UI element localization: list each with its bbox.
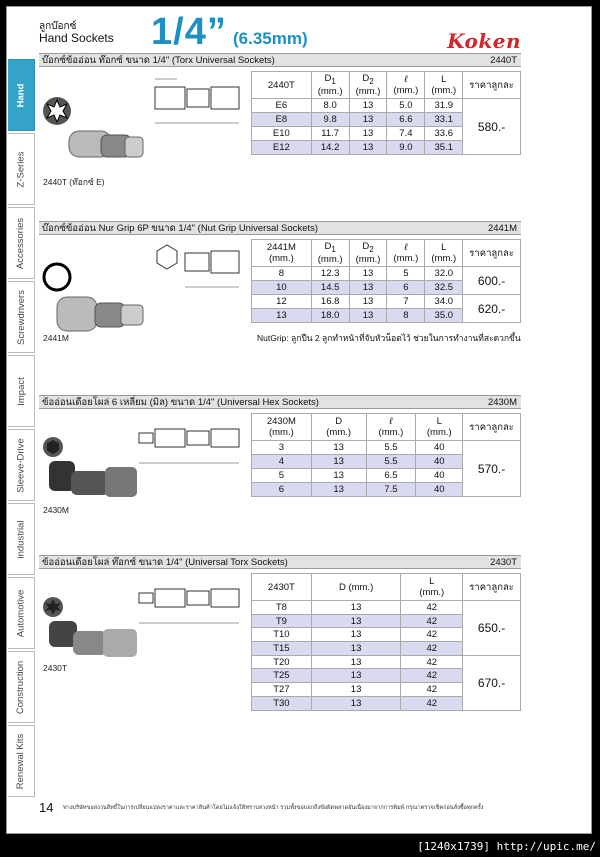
hex-socket-dimension-drawing (135, 415, 245, 475)
torx-universal-socket-image (39, 69, 149, 219)
product-caption: 2441M (43, 333, 69, 343)
price-cell: 570.- (463, 441, 521, 497)
koken-logo: Koken (447, 29, 521, 53)
spec-table: 2430T D (mm.) L (mm.) ราคาลูกละ T8 13 42 650.- T9 13 42 T10 13 42 T15 13 42 T20 13 42 670.- T25 13 42 T27 13 42 T30 13 42 (251, 573, 521, 711)
price-cell: 580.- (463, 99, 521, 155)
price-cell: 600.- (463, 267, 521, 295)
section-nut-grip-universal-sockets (39, 221, 521, 343)
spec-table: 2430M (mm.) D (mm.) ℓ (mm.) L (mm.) ราคาลูกละ 3 13 5.5 40 570.- 4 13 5.5 40 5 13 6.5 40 6 13 7.5 40 (251, 413, 521, 497)
tab-hand[interactable]: Hand (8, 59, 35, 131)
tab-accessories[interactable]: Accessories (8, 207, 35, 279)
section-title: ข้ออ่อนเดือยโผล่ 6 เหลี่ยม (มิล) ขนาด 1/4" (Universal Hex Sockets) 2430M (39, 395, 521, 409)
tab-sleeve-drive[interactable]: Sleeve-Drive (8, 429, 35, 501)
tab-impact[interactable]: Impact (8, 355, 35, 427)
sidebar-category-tabs (7, 59, 37, 799)
nut-grip-universal-socket-image (39, 237, 149, 387)
tab-screwdrivers[interactable]: Screwdrivers (8, 281, 35, 353)
tab-automotive[interactable]: Automotive (8, 577, 35, 649)
torx-socket-dimension-drawing (147, 73, 245, 143)
tab-construction[interactable]: Construction (8, 651, 35, 723)
section-universal-hex-sockets (39, 395, 521, 515)
torx-bit-dimension-drawing (135, 575, 245, 635)
nut-grip-dimension-drawing (147, 241, 245, 311)
image-watermark: [1240x1739] http://upic.me/ (417, 840, 596, 853)
header-metric: (6.35mm) (233, 29, 308, 48)
catalog-page (6, 6, 592, 834)
section-title: บ๊อกซ์ข้ออ่อน ท๊อกซ์ ขนาด 1/4" (Torx Universal Sockets) 2440T (39, 53, 521, 67)
price-cell: 650.- (463, 601, 521, 656)
nutgrip-note: NutGrip: ลูกปืน 2 ลูกทำหน้าที่จับหัวน็อตไว้ ช่วยในการทำงานที่สะดวกขึ้น (257, 333, 521, 343)
header-size: 1/4” (151, 11, 227, 53)
section-title: ข้ออ่อนเดือยโผล่ ท๊อกซ์ ขนาด 1/4" (Universal Torx Sockets) 2430T (39, 555, 521, 569)
product-caption: 2440T (ท๊อกซ์ E) (43, 177, 105, 187)
tab-z-series[interactable]: Z-Series (8, 133, 35, 205)
section-universal-torx-sockets (39, 555, 521, 709)
product-caption: 2430T (43, 663, 68, 673)
product-caption: 2430M (43, 505, 69, 515)
spec-table: 2441M (mm.) $D_1$ (mm.) $D_2$ (mm.) ℓ (mm.) L (mm.) ราคาลูกละ 8 12.3 13 5 32.0 600.- 10 14.5 13 6 32.5 12 16.8 13 7 34.0 620.- 13 18.0 13 8 35.0 (251, 239, 521, 323)
footer-disclaimer: ทางบริษัทขอสงวนสิทธิ์ในการเปลี่ยนแปลงราคาและราคาสินค้าโดยไม่แจ้งให้ทราบล่วงหน้า รวมทั้งขอบอกถึงข้อผิดพลาดอันเนื่องมาจากการพิมพ์ กรุณาตรวจเช็คก่อนสั่งซื้อทุกครั้ง (63, 805, 484, 811)
universal-hex-socket-image (39, 411, 149, 561)
spec-table: 2440T $D_1$ (mm.) $D_2$ (mm.) ℓ (mm.) L (mm.) ราคาลูกละ E6 8.0 13 5.0 31.9 580.- E8 9.8 13 6.6 33.1 E10 11.7 13 7.4 33.6 E12 14.2 13 9.0 35.1 (251, 71, 521, 155)
header-thai-title: ลูกบ๊อกซ์ (39, 21, 77, 32)
header-english-title: Hand Sockets (39, 31, 114, 45)
section-torx-universal-sockets (39, 53, 521, 187)
price-cell: 670.- (463, 655, 521, 710)
tab-renewal-kits[interactable]: Renewal Kits (8, 725, 35, 797)
section-title: บ๊อกซ์ข้ออ่อน Nur Grip 6P ขนาด 1/4" (Nut Grip Universal Sockets) 2441M (39, 221, 521, 235)
price-cell: 620.- (463, 295, 521, 323)
tab-industrial[interactable]: industrial (8, 503, 35, 575)
universal-torx-socket-image (39, 571, 149, 721)
page-number: 14 (39, 800, 54, 815)
